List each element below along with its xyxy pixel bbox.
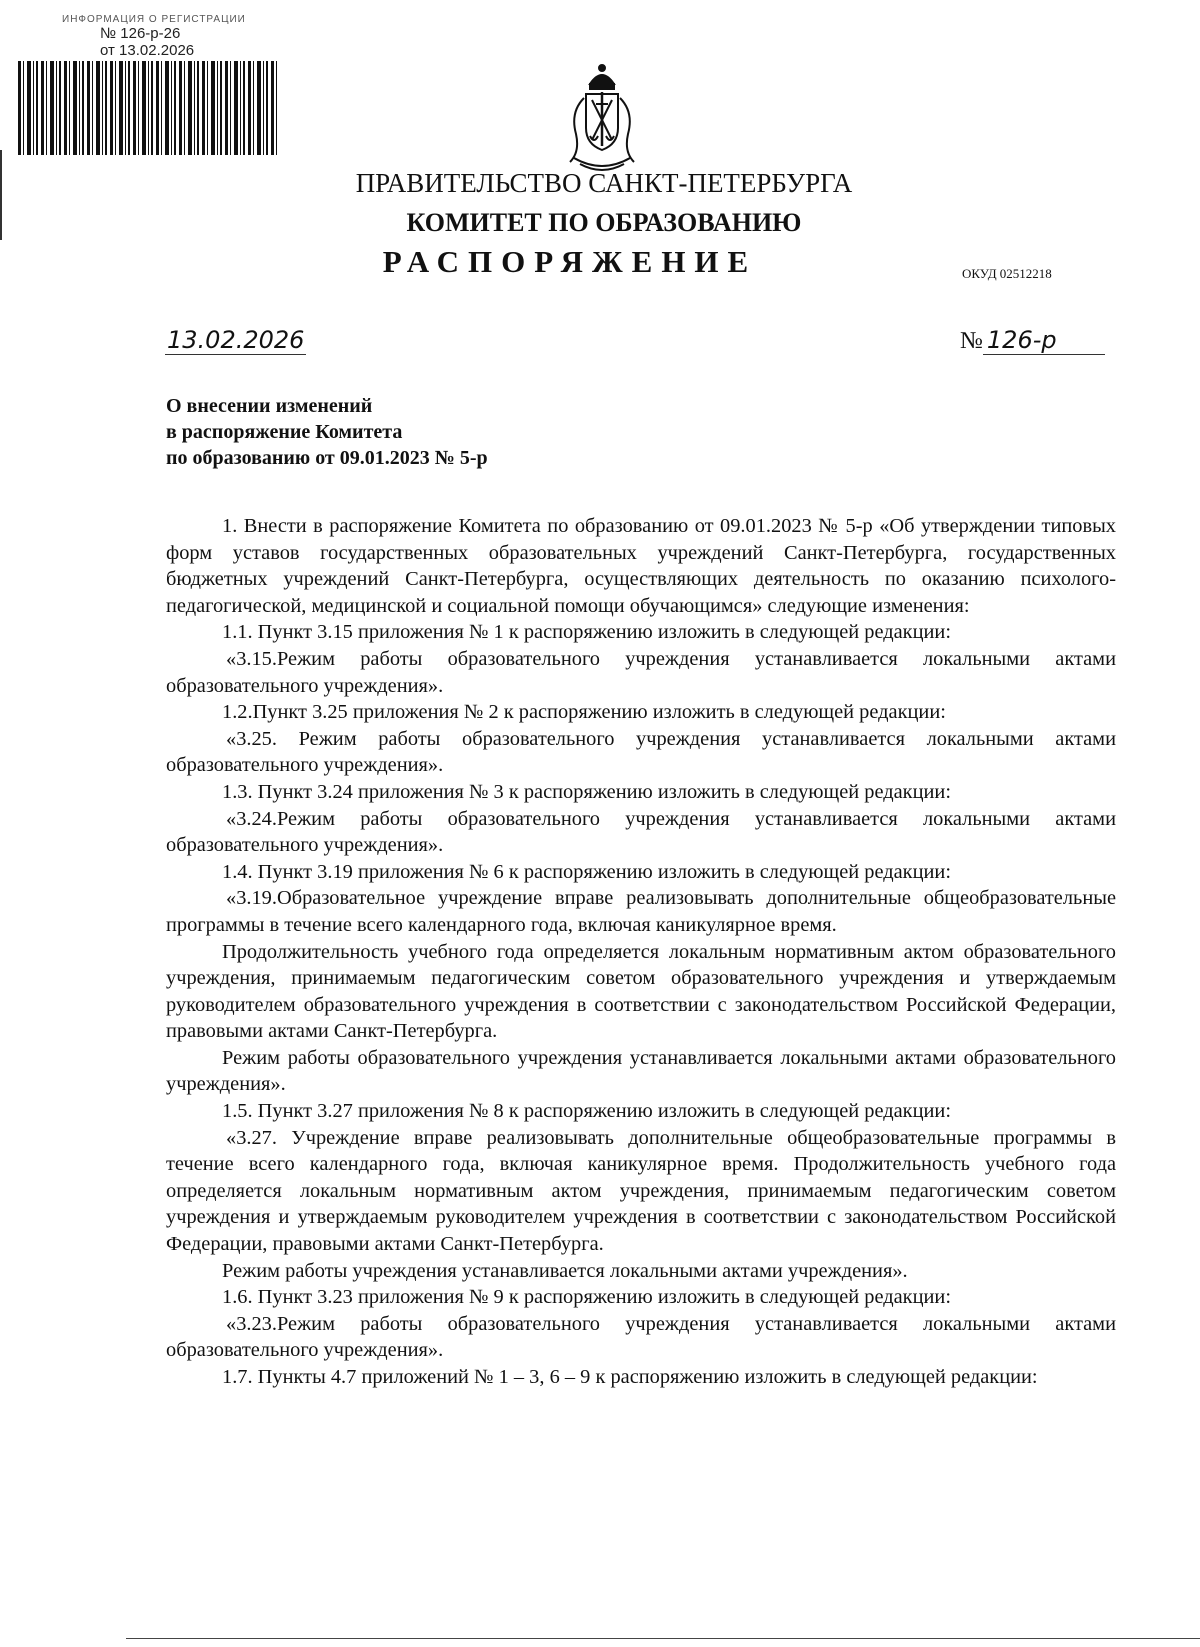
body-paragraph: 1.5. Пункт 3.27 приложения № 8 к распоряжению изложить в следующей редакции:: [222, 1100, 951, 1123]
body-paragraph: Режим работы учреждения устанавливается локальными актами учреждения».: [222, 1259, 908, 1282]
registration-date: от 13.02.2026: [100, 42, 195, 59]
document-number-prefix: №: [960, 328, 983, 354]
document-subject: [166, 393, 488, 471]
body-paragraph: 1.6. Пункт 3.23 приложения № 9 к распоряжению изложить в следующей редакции:: [222, 1286, 951, 1309]
body-paragraph: «3.23.Режим работы образовательного учреждения устанавливается локальными актами образовательного учреждения».: [166, 1312, 1116, 1362]
body-paragraph: «3.24.Режим работы образовательного учреждения устанавливается локальными актами образовательного учреждения».: [166, 807, 1116, 857]
body-paragraph: «3.27. Учреждение вправе реализовывать дополнительные общеобразовательные программы в течение всего календарного года, включая каникулярное время. Продолжительность учебного года определяется локальным нормативным актом учреждения, принимаемым педагогическим советом учреждения и утверждаемым руководителем учреждения в соответствии с законодательством Российской Федерации, правовыми актами Санкт-Петербурга.: [166, 1126, 1116, 1256]
body-paragraph: 1.7. Пункты 4.7 приложений № 1 – 3, 6 – 9 к распоряжению изложить в следующей редакции:: [222, 1366, 1038, 1388]
body-paragraph: 1.1. Пункт 3.15 приложения № 1 к распоряжению изложить в следующей редакции:: [222, 621, 951, 644]
page-bottom-rule: [126, 1638, 1200, 1639]
subject-line: О внесении изменений: [166, 395, 373, 417]
registration-stamp: [18, 14, 288, 155]
document-body: [166, 513, 1116, 1391]
government-title: ПРАВИТЕЛЬСТВО САНКТ-ПЕТЕРБУРГА: [355, 168, 853, 198]
document-type-title: РАСПОРЯЖЕНИЕ: [382, 244, 758, 279]
body-paragraph: 1.3. Пункт 3.24 приложения № 3 к распоряжению изложить в следующей редакции:: [222, 780, 951, 803]
body-paragraph: «3.25. Режим работы образовательного учреждения устанавливается локальными актами образовательного учреждения».: [166, 727, 1116, 777]
body-paragraph: «3.15.Режим работы образовательного учреждения устанавливается локальными актами образовательного учреждения».: [166, 647, 1116, 697]
document-number: [960, 326, 1105, 355]
body-paragraph: 1. Внести в распоряжение Комитета по образованию от 09.01.2023 № 5-р «Об утверждении типовых форм уставов государственных образовательных учреждений Санкт-Петербурга, государственных бюджетных учреждений Санкт-Петербурга, осуществляющих деятельность по оказанию психолого-педагогической, медицинской и социальной помощи обучающимся» следующие изменения:: [166, 515, 1116, 617]
coat-of-arms-icon: [560, 62, 644, 172]
okud-code: ОКУД 02512218: [962, 266, 1052, 281]
barcode: [18, 61, 280, 155]
body-paragraph: Режим работы образовательного учреждения устанавливается локальными актами образовательного учреждения».: [166, 1046, 1116, 1096]
scan-edge-mark: [0, 150, 2, 240]
document-number-value: 126-р: [983, 326, 1105, 355]
subject-line: в распоряжение Комитета: [166, 421, 403, 443]
document-date: 13.02.2026: [167, 326, 305, 354]
subject-line: по образованию от 09.01.2023 № 5-р: [166, 447, 488, 469]
registration-caption: ИНФОРМАЦИЯ О РЕГИСТРАЦИИ: [62, 14, 246, 25]
body-paragraph: Продолжительность учебного года определяется локальным нормативным актом образовательного учреждения, принимаемым педагогическим советом образовательного учреждения и утверждаемым руководителем образовательного учреждения в соответствии с законодательством Российской Федерации, правовыми актами Санкт-Петербурга.: [166, 940, 1116, 1043]
body-paragraph: «3.19.Образовательное учреждение вправе реализовывать дополнительные общеобразовательные программы в течение всего календарного года, включая каникулярное время.: [166, 887, 1116, 936]
committee-title: КОМИТЕТ ПО ОБРАЗОВАНИЮ: [406, 208, 802, 237]
body-paragraph: 1.4. Пункт 3.19 приложения № 6 к распоряжению изложить в следующей редакции:: [222, 860, 951, 883]
body-paragraph: 1.2.Пункт 3.25 приложения № 2 к распоряжению изложить в следующей редакции:: [222, 701, 946, 724]
registration-number: № 126-р-26: [100, 25, 181, 42]
